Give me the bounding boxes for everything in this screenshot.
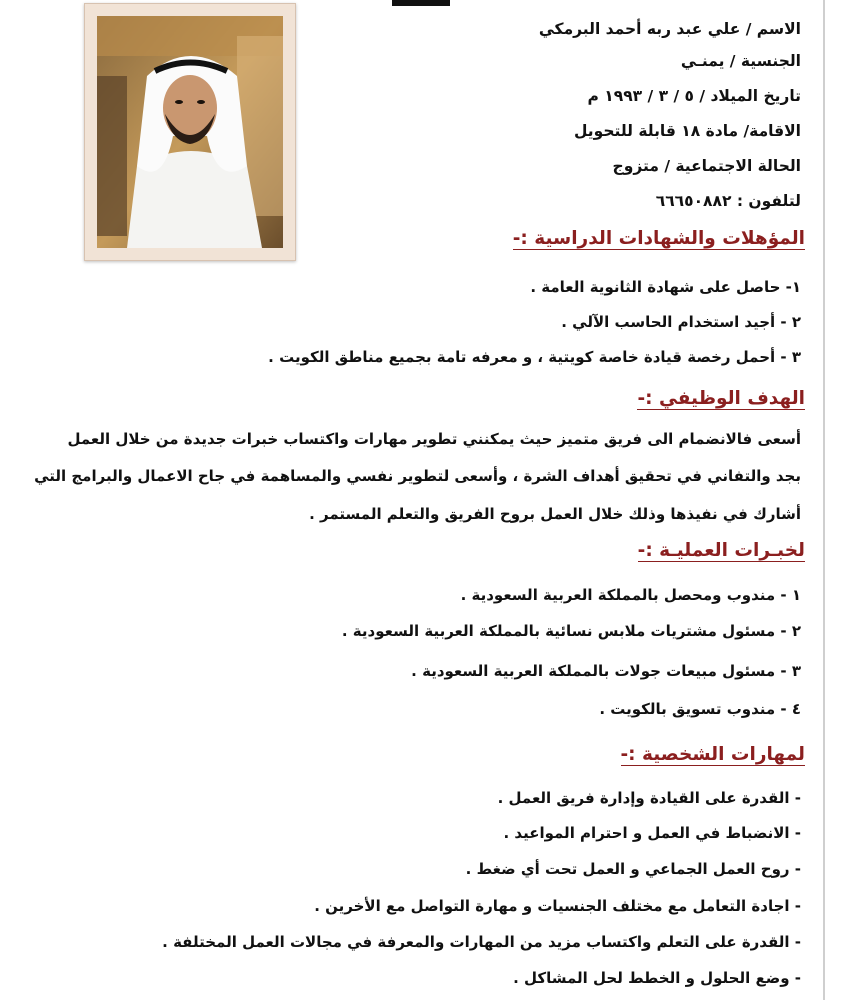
qualification-item: ٢ - أجيد استخدام الحاسب الآلي . — [561, 313, 801, 331]
birth-date-line: تاريخ الميلاد / ٥ / ٣ / ١٩٩٣ م — [587, 87, 801, 105]
page-edge-line — [823, 0, 825, 1000]
objective-line: أسعى فالانضمام الى فريق متميز حيث يمكنني تطوير مهارات واكتساب خبرات جديدة من خلال العمل — [67, 430, 801, 448]
residence-line: الاقامة/ مادة ١٨ قابلة للتحويل — [573, 122, 801, 140]
top-divider — [392, 0, 450, 6]
objective-heading: الهدف الوظيفي :- — [637, 388, 805, 409]
skill-item: - الانضباط في العمل و احترام المواعيد . — [503, 824, 801, 842]
profile-photo-frame — [84, 3, 296, 261]
skill-item: - القدرة على القيادة وإدارة فريق العمل . — [497, 789, 801, 807]
skill-item: - روح العمل الجماعي و العمل تحت أي ضغط . — [465, 860, 801, 878]
experience-item: ٤ - مندوب تسويق بالكويت . — [599, 700, 801, 718]
skill-item: - اجادة التعامل مع مختلف الجنسيات و مهارة التواصل مع الأخرين . — [314, 897, 801, 915]
name-line: الاسم / علي عبد ربه أحمد البرمكي — [538, 20, 801, 38]
experience-heading: لخبـرات العمليـة :- — [637, 540, 805, 561]
marital-status-line: الحالة الاجتماعية / متزوج — [612, 157, 801, 175]
experience-item: ١ - مندوب ومحصل بالمملكة العربية السعودية . — [460, 586, 801, 604]
experience-item: ٣ - مسئول مبيعات جولات بالمملكة العربية السعودية . — [411, 662, 801, 680]
objective-line: بجد والتفاني في تحقيق أهداف الشرة ، وأسعى لتطوير نفسي والمساهمة في جاح الاعمال والبرامج التي — [34, 467, 801, 485]
person-photo-illustration — [97, 16, 283, 248]
skills-heading: لمهارات الشخصية :- — [620, 744, 805, 765]
nationality-line: الجنسية / يمنـي — [680, 52, 801, 70]
phone-line: لتلفون : ٦٦٦٥٠٨٨٢ — [655, 192, 801, 210]
qualifications-heading: المؤهلات والشهادات الدراسية :- — [512, 228, 805, 249]
qualification-item: ٣ - أحمل رخصة قيادة خاصة كويتية ، و معرفه تامة بجميع مناطق الكويت . — [268, 348, 801, 366]
profile-photo — [97, 16, 283, 248]
skill-item: - القدرة على التعلم واكتساب مزيد من المهارات والمعرفة في مجالات العمل المختلفة . — [162, 933, 801, 951]
qualification-item: ١- حاصل على شهادة الثانوية العامة . — [530, 278, 801, 296]
experience-item: ٢ - مسئول مشتريات ملابس نسائية بالمملكة العربية السعودية . — [341, 622, 801, 640]
skill-item: - وضع الحلول و الخطط لحل المشاكل . — [513, 969, 801, 987]
objective-line: أشارك في نفيذها وذلك خلال العمل بروح الفريق والتعلم المستمر . — [309, 505, 801, 523]
